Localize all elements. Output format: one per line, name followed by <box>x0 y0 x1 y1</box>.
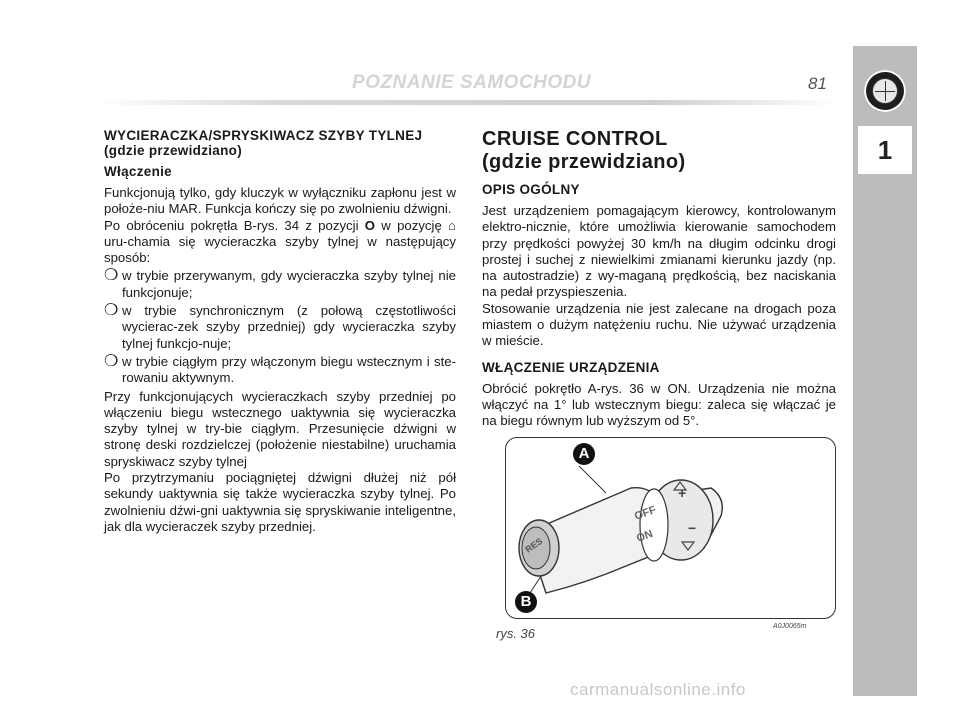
right-subheading-2: WŁĄCZENIE URZĄDZENIA <box>482 359 660 375</box>
watermark: carmanualsonline.info <box>570 680 746 699</box>
speed-minus-icon: − <box>688 520 697 536</box>
right-heading: CRUISE CONTROL (gdzie przewidziano) <box>482 128 686 173</box>
list-item: ❍ w trybie przerywanym, gdy wycieraczka szyby tylnej nie funkcjonuje; <box>104 267 456 300</box>
list-item: ❍ w trybie synchronicznym (z połową częstotliwości wycierac-zek szyby przedniej) gdy wycieraczka szyby tylnej funkcjo-nuje; <box>104 302 456 351</box>
figure-code: A0J0065m <box>773 623 807 630</box>
right-paragraph-3: Obrócić pokrętło A-rys. 36 w ON. Urządzenia nie można włączyć na 1° lub wstecznym biegu: zaleca się włączać je na biegu równym lub wyższym od 5°. <box>482 380 836 429</box>
bullet-icon: ❍ <box>104 267 119 285</box>
section-title: POZNANIE SAMOCHODU <box>352 72 592 93</box>
right-paragraph-2: Stosowanie urządzenia nie jest zalecane na drogach poza miastem o dużym natężeniu ruchu. Nie używać urządzenia w mieście. <box>482 300 836 349</box>
page-number: 81 <box>808 74 827 93</box>
left-paragraph-3: Przy funkcjonujących wycieraczkach szyby przedniej po włączeniu biegu wstecznego uaktywnia się wycieraczka szyby tylnej w try-bie ciągłym. Przesunięcie dźwigni w stronę deski rozdzielczej (położenie niestabilne) uruchamia spryskiwacz szyby tylnej <box>104 388 456 469</box>
chapter-tab[interactable]: 1 <box>858 126 912 174</box>
speed-plus-icon: + <box>678 485 687 501</box>
right-column <box>482 128 836 430</box>
left-paragraph-4: Po przytrzymaniu pociągniętej dźwigni dłużej niż pół sekundy uaktywnia się także wycieraczka szyby tylnej. Po zwolnieniu dźwi-gni uaktywnia się spryskiwanie inteligentne, jak dla wycieraczek szyby przedniej. <box>104 470 456 534</box>
right-paragraph-1: Jest urządzeniem pomagającym kierowcy, kontrolowanym elektro-nicznie, które umożliwia kierowanie samochodem przy prędkości powyżej 30 km/h na długim odcinku drogi prostej i suchej z niewielkimi zmianami kierunku jazdy (np. na autostradzie) z wy-maganą prędkością, bez naciskania na pedał przyspieszenia. <box>482 203 836 300</box>
bullet-icon: ❍ <box>104 352 119 370</box>
header-divider <box>96 100 840 105</box>
left-heading: WYCIERACZKA/SPRYSKIWACZ SZYBY TYLNEJ (gdzie przewidziano) <box>104 128 423 158</box>
callout-b: B <box>515 591 537 613</box>
left-column <box>104 128 456 535</box>
figure-caption: rys. 36 <box>496 626 536 641</box>
left-paragraph-1: Funkcjonują tylko, gdy kluczyk w wyłączniku zapłonu jest w położe-niu MAR. Funkcja kończy się po zwolnieniu dźwigni. <box>104 185 456 217</box>
left-paragraph-2: Po obróceniu pokrętła B-rys. 34 z pozycji O w pozycję ⌂ uru-chamia się wycieraczka szyby tylnej w następujący sposób: <box>104 217 457 266</box>
cruise-control-stalk-illustration <box>506 438 834 617</box>
left-subheading: Włączenie <box>104 164 172 179</box>
rear-wiper-icon: ⌂ <box>448 217 457 233</box>
brand-logo-icon <box>864 70 906 112</box>
callout-a: A <box>573 443 595 465</box>
off-label: OFF <box>632 504 658 523</box>
list-item: ❍ w trybie ciągłym przy włączonym biegu wstecznym i ste-rowaniu aktywnym. <box>104 352 456 386</box>
figure-frame <box>505 437 836 619</box>
position-o-icon: O <box>364 217 376 233</box>
res-label: RES <box>523 535 545 555</box>
on-label: ON <box>634 527 655 545</box>
bullet-icon: ❍ <box>104 302 119 320</box>
right-subheading-1: OPIS OGÓLNY <box>482 182 580 197</box>
